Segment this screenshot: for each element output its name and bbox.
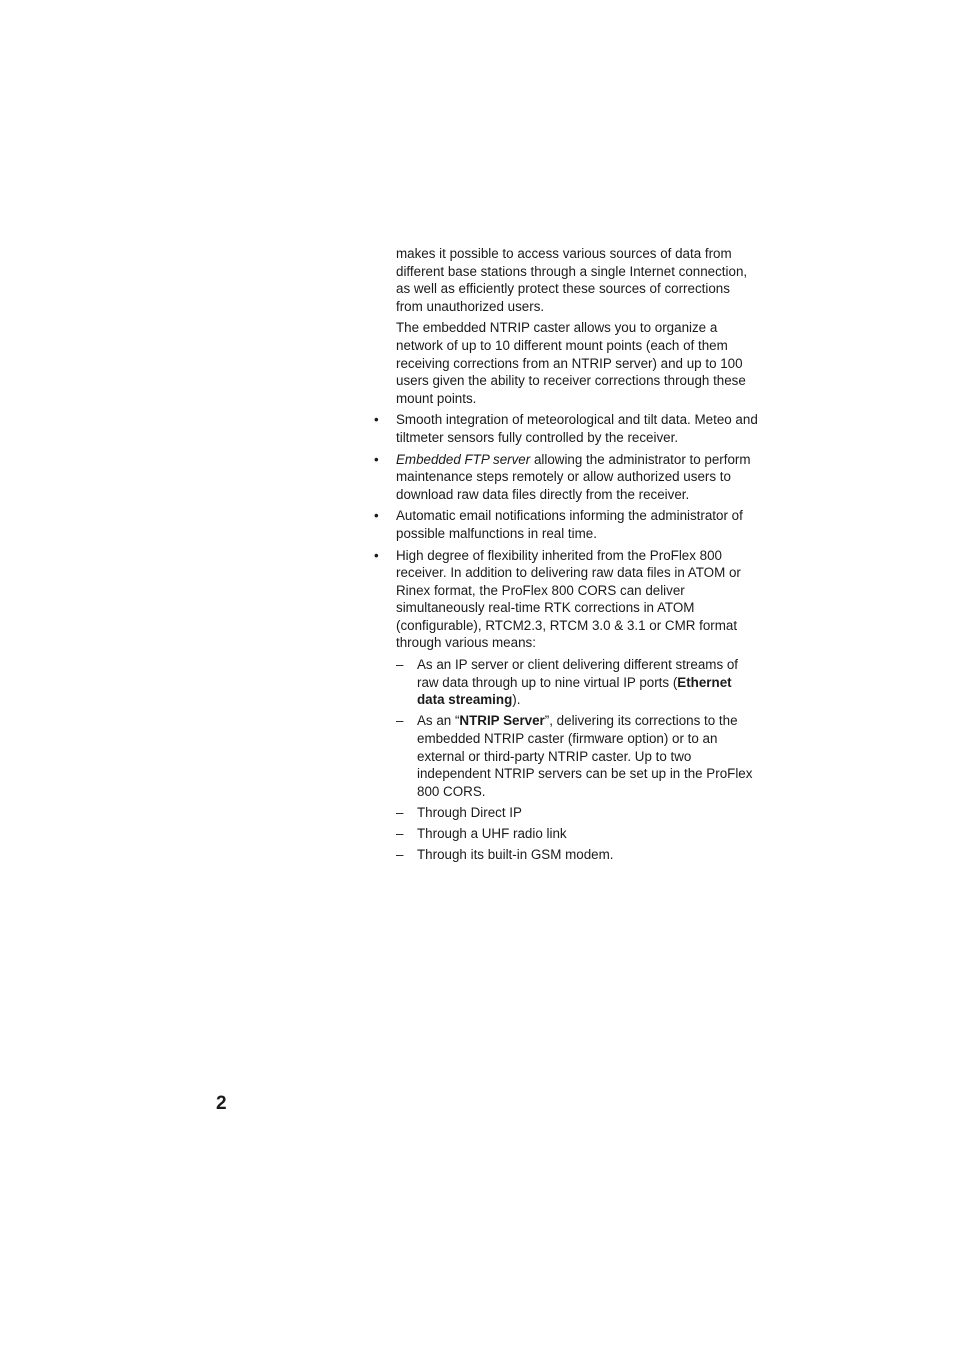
ethernet-streaming-bold: Ethernet data streaming	[417, 674, 732, 708]
dash-marker: –	[396, 847, 404, 862]
dash-text-ip-server	[417, 657, 738, 707]
page-number: 2	[216, 1093, 227, 1114]
bullet-text-meteo: Smooth integration of meteorological and tilt data. Meteo and tiltmeter sensors fully controlled by the receiver.	[396, 412, 758, 445]
corrections-dash-list	[396, 656, 758, 864]
bullet-text-flexibility: High degree of flexibility inherited from the ProFlex 800 receiver. In addition to delivering raw data files in ATOM or Rinex format, the ProFlex 800 CORS can deliver simultaneously real-time RTK corrections in ATOM (configurable), RTCM2.3, RTCM 3.0 & 3.1 or CMR format through various means:	[396, 547, 741, 651]
dash-marker: –	[396, 804, 404, 820]
ntrip-server-text-start: As an “	[417, 713, 460, 729]
bullet-text-ftp	[396, 452, 751, 502]
bullet-text-email: Automatic email notifications informing the administrator of possible malfunctions in real time.	[396, 508, 743, 541]
ip-server-text-end: ).	[512, 692, 521, 708]
bullet-marker: •	[374, 508, 379, 524]
dash-text-ntrip-server	[417, 713, 752, 798]
dash-text-direct-ip: Through Direct IP	[417, 804, 522, 820]
dash-item-uhf	[396, 825, 758, 843]
dash-marker: –	[396, 713, 404, 729]
dash-text-gsm: Through its built-in GSM modem.	[417, 847, 614, 862]
bullet-item-ftp	[374, 451, 758, 504]
ntrip-server-bold: NTRIP Server	[459, 713, 545, 729]
ftp-server-text: allowing the administrator to perform maintenance steps remotely or allow authorized users to download raw data files directly from the receiver.	[396, 451, 751, 502]
ip-server-text: As an IP server or client delivering different streams of raw data through up to nine virtual IP ports (	[417, 657, 739, 690]
bullet-item-email	[374, 507, 758, 542]
dash-marker: –	[396, 657, 404, 673]
bullet-marker: •	[374, 547, 379, 563]
bullet-marker: •	[374, 412, 379, 428]
dash-marker: –	[396, 825, 404, 841]
bullet-marker: •	[374, 451, 379, 467]
bullet-item-meteo	[374, 411, 758, 446]
paragraph-ntrip-caster: The embedded NTRIP caster allows you to organize a network of up to 10 different mount points (each of them receiving corrections from an NTRIP server) and up to 100 users given the ability to receiver corrections through these mount points.	[396, 320, 746, 406]
dash-item-gsm	[396, 846, 758, 864]
ntrip-server-text: ”, delivering its corrections to the embedded NTRIP caster (firmware option) or to an external or third-party NTRIP caster. Up to two independent NTRIP servers can be set up in the ProFlex 800 CORS.	[417, 713, 753, 799]
dash-item-ip-server	[396, 656, 758, 709]
paragraph-ntrip-access: makes it possible to access various sources of data from different base stations through a single Internet connection, as well as efficiently protect these sources of corrections from unauthorized users.	[396, 246, 748, 314]
ftp-server-italic: Embedded FTP server	[396, 451, 531, 467]
dash-item-direct-ip	[396, 804, 758, 822]
feature-bullet-list	[374, 411, 758, 863]
document-body	[374, 245, 758, 868]
bullet-item-flexibility	[374, 547, 758, 864]
dash-item-ntrip-server	[396, 712, 758, 800]
dash-text-uhf: Through a UHF radio link	[417, 825, 567, 841]
